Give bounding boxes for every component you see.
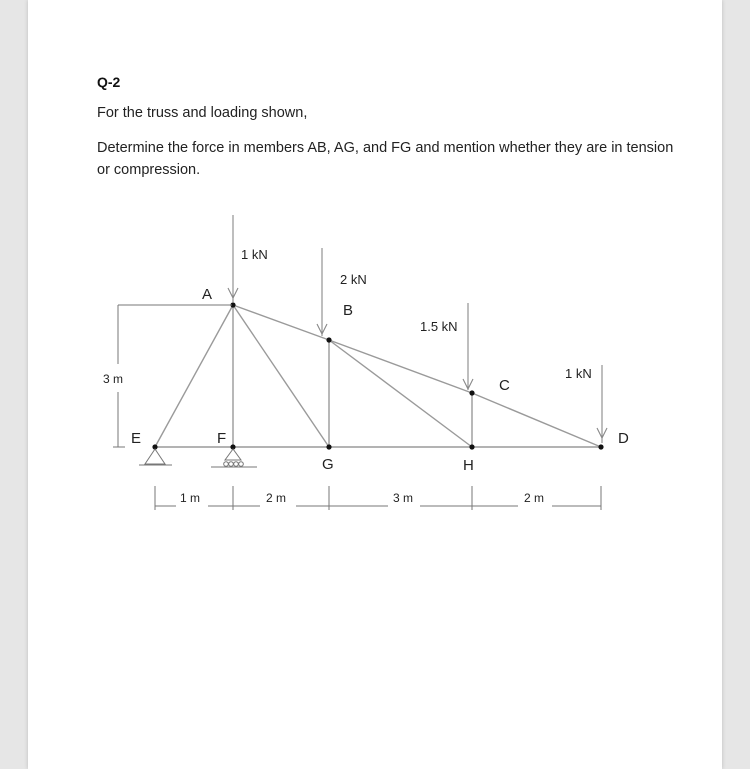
member-AB bbox=[233, 305, 329, 340]
joint-label-D: D bbox=[618, 430, 629, 447]
member-BC bbox=[329, 340, 472, 393]
joint-label-C: C bbox=[499, 377, 510, 394]
pin-support-icon bbox=[145, 449, 165, 464]
load-label-A: 1 kN bbox=[241, 247, 268, 262]
member-BH bbox=[329, 340, 472, 447]
joint-label-E: E bbox=[131, 430, 142, 447]
load-label-D: 1 kN bbox=[565, 366, 592, 381]
span-label-3: 3 m bbox=[393, 491, 414, 505]
joint-label-B: B bbox=[343, 302, 354, 319]
joint-label-G: G bbox=[322, 456, 334, 473]
roller-support-icon bbox=[225, 449, 241, 460]
member-CD bbox=[472, 393, 601, 447]
member-AG bbox=[233, 305, 329, 447]
truss-members bbox=[155, 305, 601, 447]
question-task: Determine the force in members AB, AG, and FG and mention whether they are in tension or compression. bbox=[97, 140, 674, 178]
joint-H-dot bbox=[469, 444, 474, 449]
height-dimension bbox=[113, 305, 232, 447]
member-EA bbox=[155, 305, 233, 447]
joint-D-dot bbox=[598, 444, 603, 449]
load-arrows bbox=[228, 215, 607, 443]
joint-B-dot bbox=[326, 337, 331, 342]
load-label-C: 1.5 kN bbox=[420, 319, 458, 334]
span-label-1: 1 m bbox=[180, 491, 201, 505]
question-number: Q-2 bbox=[97, 74, 121, 90]
question-intro: For the truss and loading shown, bbox=[97, 105, 308, 121]
joint-label-H: H bbox=[463, 457, 474, 474]
supports bbox=[139, 449, 257, 467]
joint-label-A: A bbox=[202, 286, 213, 303]
span-label-2: 2 m bbox=[266, 491, 287, 505]
height-dimension-label: 3 m bbox=[103, 372, 124, 386]
joint-label-F: F bbox=[217, 430, 227, 447]
load-label-B: 2 kN bbox=[340, 272, 367, 287]
joint-C-dot bbox=[469, 390, 474, 395]
joint-G-dot bbox=[326, 444, 331, 449]
roller-wheels-icon bbox=[224, 462, 244, 467]
span-label-4: 2 m bbox=[524, 491, 545, 505]
